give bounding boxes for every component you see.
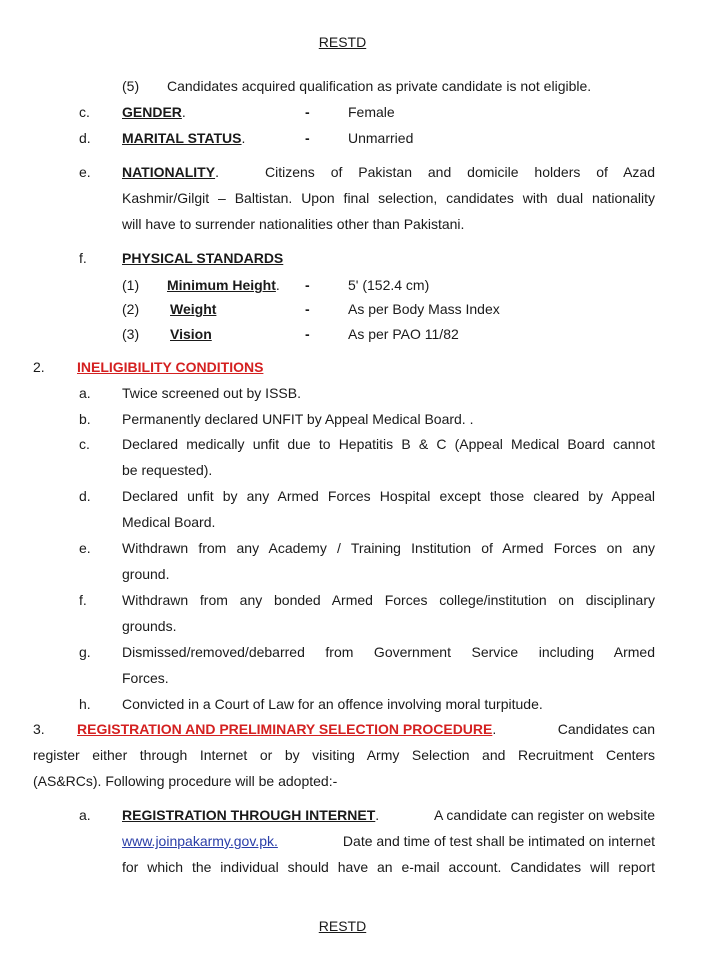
text-line: Kashmir/Gilgit – Baltistan. Upon final selection, candidates with dual nationality — [122, 190, 655, 206]
section-title: REGISTRATION AND PRELIMINARY SELECTION PROCEDURE — [77, 721, 493, 737]
section-number: 3. — [33, 721, 45, 737]
website-link[interactable]: www.joinpakarmy.gov.pk. — [122, 833, 278, 849]
text-line: Withdrawn from any Academy / Training Institution of Armed Forces on any — [122, 540, 655, 556]
item-number: (2) — [122, 301, 140, 317]
text-line: grounds. — [122, 618, 177, 634]
item-number: (5) — [122, 78, 140, 94]
item-letter: d. — [79, 130, 91, 146]
item-letter: e. — [79, 540, 91, 556]
item-number: (1) — [122, 277, 140, 293]
text-line: Twice screened out by ISSB. — [122, 385, 301, 401]
text-line: ground. — [122, 566, 170, 582]
gender-label: GENDER — [122, 104, 182, 120]
text-line: Forces. — [122, 670, 169, 686]
text-line: Date and time of test shall be intimated on internet — [342, 833, 655, 849]
weight-label: Weight — [170, 301, 217, 317]
item-letter: c. — [79, 104, 90, 120]
item-letter: b. — [79, 411, 91, 427]
text-line: Declared medically unfit due to Hepatitis B & C (Appeal Medical Board cannot — [122, 436, 655, 452]
item-letter: d. — [79, 488, 91, 504]
item-letter: h. — [79, 696, 91, 712]
text-line: for which the individual should have an e-mail account. Candidates will report — [122, 859, 655, 875]
text-line: be requested). — [122, 462, 213, 478]
text-line: (AS&RCs). Following procedure will be adopted:- — [33, 773, 338, 789]
item-letter: a. — [79, 807, 91, 823]
text-line: Candidates can — [557, 721, 655, 737]
item-letter: c. — [79, 436, 90, 452]
dash: - — [305, 326, 310, 342]
footer-classification: RESTD — [318, 918, 367, 934]
item-letter: a. — [79, 385, 91, 401]
text-line: Declared unfit by any Armed Forces Hospital except those cleared by Appeal — [122, 488, 655, 504]
item-letter: f. — [79, 250, 87, 266]
item-number: (3) — [122, 326, 140, 342]
text-line: Citizens of Pakistan and domicile holders of Azad — [265, 164, 655, 180]
text-line: Permanently declared UNFIT by Appeal Medical Board. . — [122, 411, 474, 427]
text-line: Dismissed/removed/debarred from Government Service including Armed — [122, 644, 655, 660]
text-line: Convicted in a Court of Law for an offence involving moral turpitude. — [122, 696, 543, 712]
text-line: register either through Internet or by visiting Army Selection and Recruitment Centers — [33, 747, 655, 763]
weight-value: As per Body Mass Index — [348, 301, 500, 317]
dash: - — [305, 277, 310, 293]
dash: - — [305, 301, 310, 317]
section-title: INELIGIBILITY CONDITIONS — [77, 359, 264, 375]
item-text: Candidates acquired qualification as private candidate is not eligible. — [167, 78, 592, 94]
section-number: 2. — [33, 359, 45, 375]
subsection-title: REGISTRATION THROUGH INTERNET — [122, 807, 376, 823]
physical-label: PHYSICAL STANDARDS — [122, 250, 284, 266]
nationality-label: NATIONALITY — [122, 164, 216, 180]
item-letter: f. — [79, 592, 87, 608]
text-line: Withdrawn from any bonded Armed Forces college/institution on disciplinary — [122, 592, 655, 608]
marital-label: MARITAL STATUS — [122, 130, 242, 146]
height-value: 5' (152.4 cm) — [348, 277, 430, 293]
marital-value: Unmarried — [348, 130, 414, 146]
dash: - — [305, 104, 310, 120]
vision-value: As per PAO 11/82 — [348, 326, 459, 342]
height-label: Minimum Height — [167, 277, 276, 293]
vision-label: Vision — [170, 326, 212, 342]
item-letter: g. — [79, 644, 91, 660]
item-letter: e. — [79, 164, 91, 180]
header-classification: RESTD — [318, 34, 367, 50]
dash: - — [305, 130, 310, 146]
text-line: will have to surrender nationalities other than Pakistani. — [122, 216, 465, 232]
text-line: A candidate can register on website — [433, 807, 655, 823]
text-line: Medical Board. — [122, 514, 216, 530]
gender-value: Female — [348, 104, 395, 120]
